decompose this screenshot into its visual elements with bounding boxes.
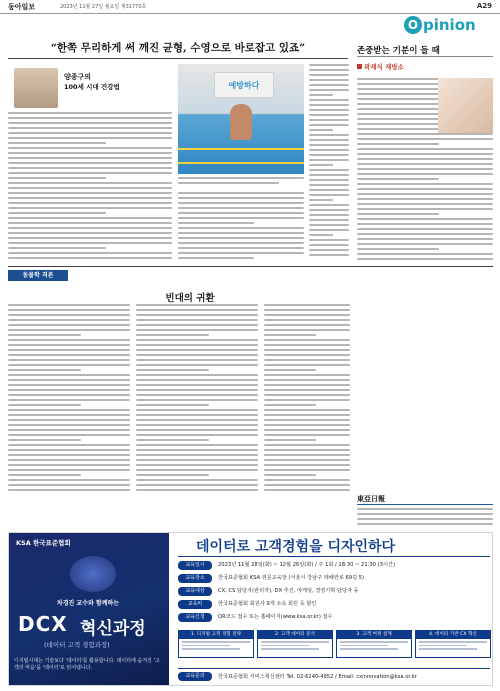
text-line [136, 439, 209, 441]
text-line [8, 409, 130, 411]
ad-info-row [178, 586, 490, 597]
text-line [357, 163, 493, 165]
text-line [8, 474, 81, 476]
text-line [178, 192, 304, 194]
text-line [264, 474, 316, 476]
text-line [264, 394, 350, 396]
text-line [309, 89, 349, 91]
text-line [8, 389, 130, 391]
text-line [309, 79, 349, 81]
photo-caption [178, 177, 304, 189]
text-line [264, 449, 350, 451]
text-line [357, 228, 493, 230]
newspaper-logo: 동아일보 [8, 2, 36, 11]
text-line [309, 234, 333, 236]
text-line [8, 374, 130, 376]
text-line [264, 439, 316, 441]
text-line [8, 182, 172, 184]
text-line [136, 339, 258, 341]
text-line [264, 444, 350, 446]
right-column-divider [357, 56, 493, 57]
text-line [264, 324, 350, 326]
text-line [264, 319, 350, 321]
text-line [8, 247, 106, 249]
text-line [309, 224, 349, 226]
ad-info-label: 교육대상 [178, 587, 212, 596]
text-line [8, 207, 172, 209]
ad-info-label: 교육비 [178, 600, 212, 609]
text-line [309, 199, 333, 201]
text-line [8, 309, 130, 311]
text-line [8, 319, 130, 321]
text-line [8, 172, 172, 174]
text-line [309, 204, 349, 206]
text-line [357, 133, 493, 135]
text-line [136, 364, 258, 366]
ad-info-value: 한국표준협회 KSA 전문교육장 (서울시 강남구 테헤란로 69길 5) [218, 575, 365, 581]
text-line [8, 464, 130, 466]
text-line [8, 202, 172, 204]
swimmer-figure [230, 104, 252, 140]
text-line [136, 459, 258, 461]
text-line [136, 314, 258, 316]
text-line [136, 399, 258, 401]
text-line [357, 243, 493, 245]
text-line [309, 219, 349, 221]
text-line [136, 409, 258, 411]
text-line [264, 364, 350, 366]
ad-info-row [178, 599, 490, 610]
text-line [264, 484, 350, 486]
issue-date: 2023년 11월 27일 월요일 제31770호 [60, 4, 147, 10]
text-line [309, 149, 349, 151]
publisher-info-divider [357, 504, 493, 505]
text-line [309, 249, 349, 251]
box-body-column-1 [8, 304, 130, 494]
text-line [8, 197, 172, 199]
text-line [136, 309, 258, 311]
text-line [357, 253, 493, 255]
text-line [357, 193, 493, 195]
text-line [8, 469, 130, 471]
text-line [178, 202, 304, 204]
box-article-title: 빈대의 귀환 [165, 293, 215, 304]
text-line [264, 414, 350, 416]
lane-rope [178, 162, 304, 164]
text-line [8, 227, 172, 229]
text-line [264, 339, 350, 341]
text-line [264, 304, 350, 306]
ad-presenter-badge: 차경진 교수와 함께하는 [56, 600, 120, 607]
text-line [309, 84, 349, 86]
text-line [357, 138, 493, 140]
headline-divider [8, 58, 348, 59]
text-line [178, 257, 254, 259]
text-line [8, 157, 172, 159]
ad-title: 데이터로 고객경험을 디자인하다 [196, 539, 396, 555]
text-line [309, 104, 349, 106]
text-line [8, 384, 130, 386]
text-line [309, 134, 349, 136]
ad-info-label: 교육장소 [178, 574, 212, 583]
text-line [136, 414, 258, 416]
text-line [357, 218, 493, 220]
text-line [178, 242, 304, 244]
text-line [309, 214, 349, 216]
article-body-column-2 [178, 192, 304, 262]
text-line [136, 484, 258, 486]
text-line [309, 239, 349, 241]
text-line [8, 419, 130, 421]
text-line [264, 354, 350, 356]
text-line [136, 424, 258, 426]
text-line [136, 319, 258, 321]
text-line [8, 414, 130, 416]
text-line [357, 523, 493, 525]
text-line [8, 364, 130, 366]
text-line [8, 187, 172, 189]
text-line [178, 197, 304, 199]
text-line [264, 454, 350, 456]
text-line [264, 369, 316, 371]
text-line [8, 339, 130, 341]
text-line [357, 168, 493, 170]
ad-info-row [178, 612, 490, 623]
ad-info-value: CX, CS 담당자(관리자), DX 추진, 마케팅, 경영기획 담당자 등 [218, 588, 359, 594]
text-line [264, 389, 350, 391]
text-line [136, 324, 258, 326]
text-line [264, 349, 350, 351]
text-line [309, 174, 349, 176]
text-line [8, 354, 130, 356]
text-line [8, 404, 81, 406]
text-line [8, 344, 130, 346]
text-line [357, 198, 493, 200]
text-line [8, 122, 172, 124]
text-line [136, 374, 258, 376]
text-line [178, 237, 304, 239]
text-line [136, 489, 258, 491]
text-line [309, 169, 349, 171]
ad-contact-label: 교육문의 [178, 672, 212, 681]
text-line [357, 158, 493, 160]
text-line [136, 419, 258, 421]
text-line [136, 354, 258, 356]
text-line [357, 148, 493, 150]
ad-step-title: 2. 고객 데이터 분석 [258, 631, 332, 639]
box-body-column-3 [264, 304, 350, 494]
ad-info-label: 교육신청 [178, 613, 212, 622]
text-line [8, 369, 81, 371]
ad-curriculum-step [415, 630, 491, 658]
text-line [357, 183, 493, 185]
text-line [264, 469, 350, 471]
main-headline: “한쪽 무리하게 써 깨진 균형, 수영으로 바로잡고 있죠” [50, 42, 306, 54]
text-line [264, 419, 350, 421]
text-line [8, 304, 130, 306]
text-line [357, 153, 493, 155]
ad-contact-value: 한국표준협회 서비스혁신센터 Tel. 02-6240-4952 / Email: cxinnovation@ksa.or.kr [218, 674, 417, 680]
text-line [8, 434, 130, 436]
text-line [264, 384, 350, 386]
text-line [309, 69, 349, 71]
ad-info-row [178, 560, 490, 571]
text-line [357, 208, 493, 210]
ad-info-value: 한국표준협회 회원사 9개 소속 회원 등 할인 [218, 601, 317, 607]
pool-banner: 예방하다 [214, 72, 274, 98]
text-line [264, 344, 350, 346]
text-line [136, 469, 258, 471]
text-line [309, 129, 333, 131]
text-line [136, 389, 258, 391]
page-number: A29 [476, 2, 492, 10]
text-line [309, 64, 349, 66]
right-column-title: 존중받는 기분이 들 때 [357, 46, 440, 56]
column-title: 100세 시대 건강법 [64, 83, 120, 91]
text-line [309, 119, 349, 121]
text-line [136, 379, 258, 381]
text-line [136, 434, 258, 436]
text-line [8, 162, 172, 164]
ad-info-label: 교육일시 [178, 561, 212, 570]
text-line [136, 449, 258, 451]
text-line [136, 404, 209, 406]
text-line [264, 489, 350, 491]
text-line [309, 114, 349, 116]
text-line [8, 399, 130, 401]
text-line [136, 329, 258, 331]
text-line [8, 394, 130, 396]
text-line [357, 518, 493, 520]
text-line [264, 479, 350, 481]
text-line [309, 164, 333, 166]
text-line [357, 223, 493, 225]
ad-course-subtitle: (데이터 고객 경험과정) [44, 641, 110, 649]
text-line [8, 112, 172, 114]
baby-photo [438, 78, 493, 133]
ad-tagline: 디지털시대는 기술보다 '데이터'를 활용합니다. 데이터에 숨겨진 '고객의 마음'을 '데이터'로 읽어냅니다. [14, 658, 160, 671]
text-line [357, 213, 439, 215]
ad-brand: KSA 한국표준협회 [16, 539, 71, 547]
author-name: 양종구의 [64, 73, 92, 81]
text-line [136, 344, 258, 346]
text-line [309, 154, 349, 156]
section-divider [8, 266, 493, 267]
text-line [8, 142, 106, 144]
ad-step-title: 1. 디지털 고객 경험 전략 [179, 631, 253, 639]
text-line [8, 324, 130, 326]
text-line [8, 489, 130, 491]
text-line [264, 434, 350, 436]
text-line [264, 329, 350, 331]
byline-marker [357, 64, 362, 69]
text-line [357, 258, 493, 260]
text-line [357, 238, 493, 240]
text-line [264, 464, 350, 466]
lane-rope [178, 148, 304, 150]
text-line [136, 444, 258, 446]
text-line [8, 484, 130, 486]
box-section-tag: 동물학 격론 [8, 270, 68, 281]
text-line [8, 217, 172, 219]
ad-info-value: QR코드 접수 또는 홈페이지(www.ksa.or.kr) 접수 [218, 614, 333, 620]
text-line [8, 349, 130, 351]
text-line [309, 179, 349, 181]
text-line [8, 257, 172, 259]
text-line [357, 203, 493, 205]
text-line [264, 374, 350, 376]
text-line [136, 384, 258, 386]
text-line [309, 244, 349, 246]
ad-info-row [178, 573, 490, 584]
text-line [309, 189, 349, 191]
text-line [8, 147, 172, 149]
text-line [8, 132, 172, 134]
publisher-info-title: 東亞日報 [357, 494, 385, 503]
opinion-logo-text: pinion [423, 16, 476, 34]
text-line [8, 424, 130, 426]
ad-contact [178, 668, 490, 682]
text-line [309, 184, 349, 186]
text-line [136, 359, 258, 361]
text-line [264, 399, 350, 401]
text-line [309, 209, 349, 211]
text-line [178, 247, 304, 249]
text-line [8, 117, 172, 119]
ad-curriculum-step [336, 630, 412, 658]
text-line [8, 449, 130, 451]
right-column-writer: 곽재식 재방소 [364, 63, 404, 71]
text-line [264, 459, 350, 461]
text-line [264, 309, 350, 311]
text-line [136, 349, 258, 351]
text-line [178, 227, 304, 229]
ad-step-title: 4. 데이터 기반 CX 혁신 [416, 631, 490, 639]
text-line [8, 242, 172, 244]
text-line [309, 254, 349, 256]
text-line [357, 108, 439, 110]
opinion-section-logo [404, 16, 494, 38]
swimming-pool-photo [178, 64, 304, 174]
ad-course-name: 혁신과정 [80, 619, 146, 639]
text-line [309, 229, 349, 231]
text-line [8, 329, 130, 331]
text-line [178, 252, 304, 254]
text-line [309, 74, 349, 76]
text-line [357, 173, 493, 175]
text-line [309, 99, 349, 101]
text-line [8, 192, 172, 194]
text-line [136, 479, 258, 481]
text-line [357, 513, 493, 515]
text-line [357, 248, 439, 250]
presenter-photo [70, 556, 116, 592]
text-line [8, 444, 130, 446]
text-line [8, 167, 172, 169]
text-line [309, 159, 349, 161]
author-photo [14, 68, 58, 108]
ad-title-divider [178, 556, 490, 557]
text-line [8, 127, 172, 129]
text-line [8, 334, 81, 336]
text-line [357, 508, 493, 510]
text-line [357, 143, 439, 145]
text-line [136, 464, 258, 466]
text-line [8, 212, 106, 214]
text-line [8, 429, 130, 431]
text-line [8, 359, 130, 361]
ad-curriculum-step [178, 630, 254, 658]
text-line [178, 217, 304, 219]
text-line [264, 359, 350, 361]
publisher-info-lines [357, 508, 493, 530]
text-line [8, 379, 130, 381]
opinion-logo-o: O [404, 16, 422, 34]
text-line [309, 194, 349, 196]
text-line [264, 334, 316, 336]
text-line [8, 232, 172, 234]
text-line [8, 177, 106, 179]
text-line [357, 178, 439, 180]
text-line [136, 369, 209, 371]
text-line [309, 124, 349, 126]
article-body-column-1 [8, 112, 172, 262]
text-line [8, 459, 130, 461]
text-line [136, 394, 258, 396]
text-line [8, 222, 172, 224]
text-line [264, 379, 350, 381]
text-line [309, 109, 349, 111]
text-line [357, 188, 493, 190]
text-line [136, 474, 209, 476]
box-body-column-2 [136, 304, 258, 494]
ad-step-title: 3. 고객 여정 설계 [337, 631, 411, 639]
text-line [136, 429, 258, 431]
ad-curriculum-step [257, 630, 333, 658]
text-line [8, 454, 130, 456]
text-line [264, 424, 350, 426]
text-line [136, 304, 258, 306]
text-line [357, 233, 493, 235]
text-line [8, 137, 172, 139]
text-line [8, 439, 81, 441]
text-line [309, 139, 349, 141]
text-line [136, 334, 209, 336]
text-line [8, 314, 130, 316]
text-line [8, 237, 172, 239]
text-line [178, 222, 254, 224]
text-line [178, 207, 304, 209]
text-line [264, 429, 350, 431]
text-line [8, 479, 130, 481]
masthead [0, 0, 500, 14]
article-body-column-3 [309, 64, 349, 262]
text-line [178, 232, 304, 234]
text-line [8, 152, 172, 154]
text-line [178, 212, 304, 214]
ad-dcx-logo: DCX [18, 612, 68, 636]
text-line [264, 409, 350, 411]
text-line [264, 404, 316, 406]
text-line [8, 252, 172, 254]
ad-info-value: 2023년 11월 28일(화) ~ 12월 26일(화) / 주 1회 / 18:30 ~ 21:30 (3시간) [218, 562, 395, 568]
text-line [309, 144, 349, 146]
text-line [264, 314, 350, 316]
text-line [309, 94, 333, 96]
text-line [136, 454, 258, 456]
